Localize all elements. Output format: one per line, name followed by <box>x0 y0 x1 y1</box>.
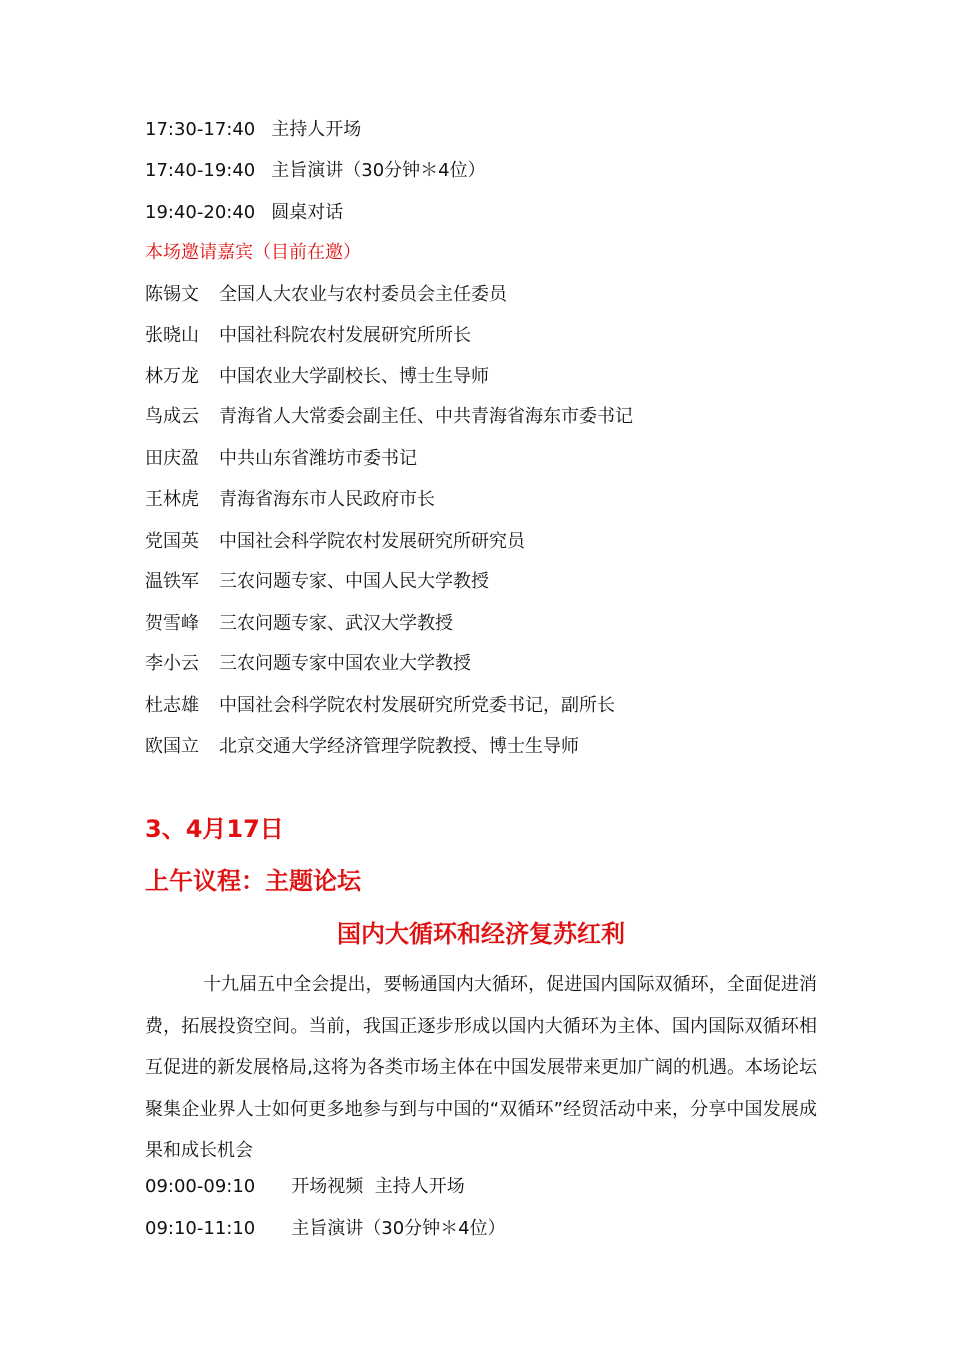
guest-title: 三农问题专家、中国人民大学教授 <box>219 571 489 592</box>
schedule-item: 主持人开场 <box>271 119 362 140</box>
schedule-row <box>145 1217 506 1241</box>
guest-name: 温铁军 <box>145 571 199 592</box>
guest-row <box>145 735 579 759</box>
guest-row <box>145 283 507 307</box>
guest-title: 中国社科院农村发展研究所所长 <box>219 325 471 346</box>
guest-row <box>145 652 471 676</box>
guest-title: 青海省人大常委会副主任、中共青海省海东市委书记 <box>219 406 633 427</box>
date-heading: 3、4月17日 <box>145 815 284 843</box>
guest-row <box>145 530 525 554</box>
section-heading: 上午议程：主题论坛 <box>145 867 361 895</box>
guest-title: 青海省海东市人民政府市长 <box>219 489 435 510</box>
schedule-item: 圆桌对话 <box>271 202 344 223</box>
guests-heading: 本场邀请嘉宾（目前在邀） <box>145 242 361 263</box>
guest-row <box>145 612 453 636</box>
guest-title: 北京交通大学经济管理学院教授、博士生导师 <box>219 736 579 757</box>
guest-name: 欧国立 <box>145 736 199 757</box>
guest-row <box>145 488 435 512</box>
guest-row <box>145 694 615 718</box>
guest-title: 全国人大农业与农村委员会主任委员 <box>219 284 507 305</box>
schedule-time: 17:30-17:40 <box>145 119 256 140</box>
schedule-item: 主旨演讲（30分钟＊4位） <box>271 160 486 181</box>
guest-title: 中国社会科学院农村发展研究所党委书记，副所长 <box>219 695 615 716</box>
forum-title: 国内大循环和经济复苏红利 <box>337 920 625 948</box>
guest-name: 林万龙 <box>145 366 199 387</box>
schedule-row <box>145 159 486 183</box>
guest-title: 中共山东省潍坊市委书记 <box>219 448 417 469</box>
schedule-item: 开场视频 主持人开场 <box>291 1176 465 1197</box>
guest-name: 王林虎 <box>145 489 199 510</box>
schedule-row <box>145 1175 465 1199</box>
guest-title: 中国社会科学院农村发展研究所研究员 <box>219 531 525 552</box>
schedule-time: 19:40-20:40 <box>145 202 256 223</box>
guest-name: 张晓山 <box>145 325 199 346</box>
guest-name: 贺雪峰 <box>145 613 199 634</box>
guest-row <box>145 570 489 594</box>
guest-name: 杜志雄 <box>145 695 199 716</box>
guest-name: 田庆盈 <box>145 448 199 469</box>
guest-row <box>145 324 471 348</box>
guest-title: 三农问题专家、武汉大学教授 <box>219 613 453 634</box>
schedule-row <box>145 118 361 142</box>
guest-title: 中国农业大学副校长、博士生导师 <box>219 366 489 387</box>
schedule-row <box>145 201 343 225</box>
guest-title: 三农问题专家中国农业大学教授 <box>219 653 471 674</box>
schedule-time: 17:40-19:40 <box>145 160 256 181</box>
guest-name: 李小云 <box>145 653 199 674</box>
schedule-item: 主旨演讲（30分钟＊4位） <box>291 1218 506 1239</box>
schedule-time: 09:00-09:10 <box>145 1176 256 1197</box>
guest-name: 党国英 <box>145 531 199 552</box>
guest-row <box>145 405 633 429</box>
guest-row <box>145 365 489 389</box>
guest-name: 鸟成云 <box>145 406 199 427</box>
schedule-time: 09:10-11:10 <box>145 1218 256 1239</box>
guest-row <box>145 447 417 471</box>
forum-paragraph: 十九届五中全会提出，要畅通国内大循环，促进国内国际双循环，全面促进消费，拓展投资空间。当前，我国正逐步形成以国内大循环为主体、国内国际双循环相互促进的新发展格局,这将为各类市场主体在中国发展带来更加广阔的机遇。本场论坛聚集企业界人士如何更多地参与到与中国的“双循环”经贸活动中来，分享中国发展成果和成长机会 <box>145 974 817 1162</box>
guest-name: 陈锡文 <box>145 284 199 305</box>
